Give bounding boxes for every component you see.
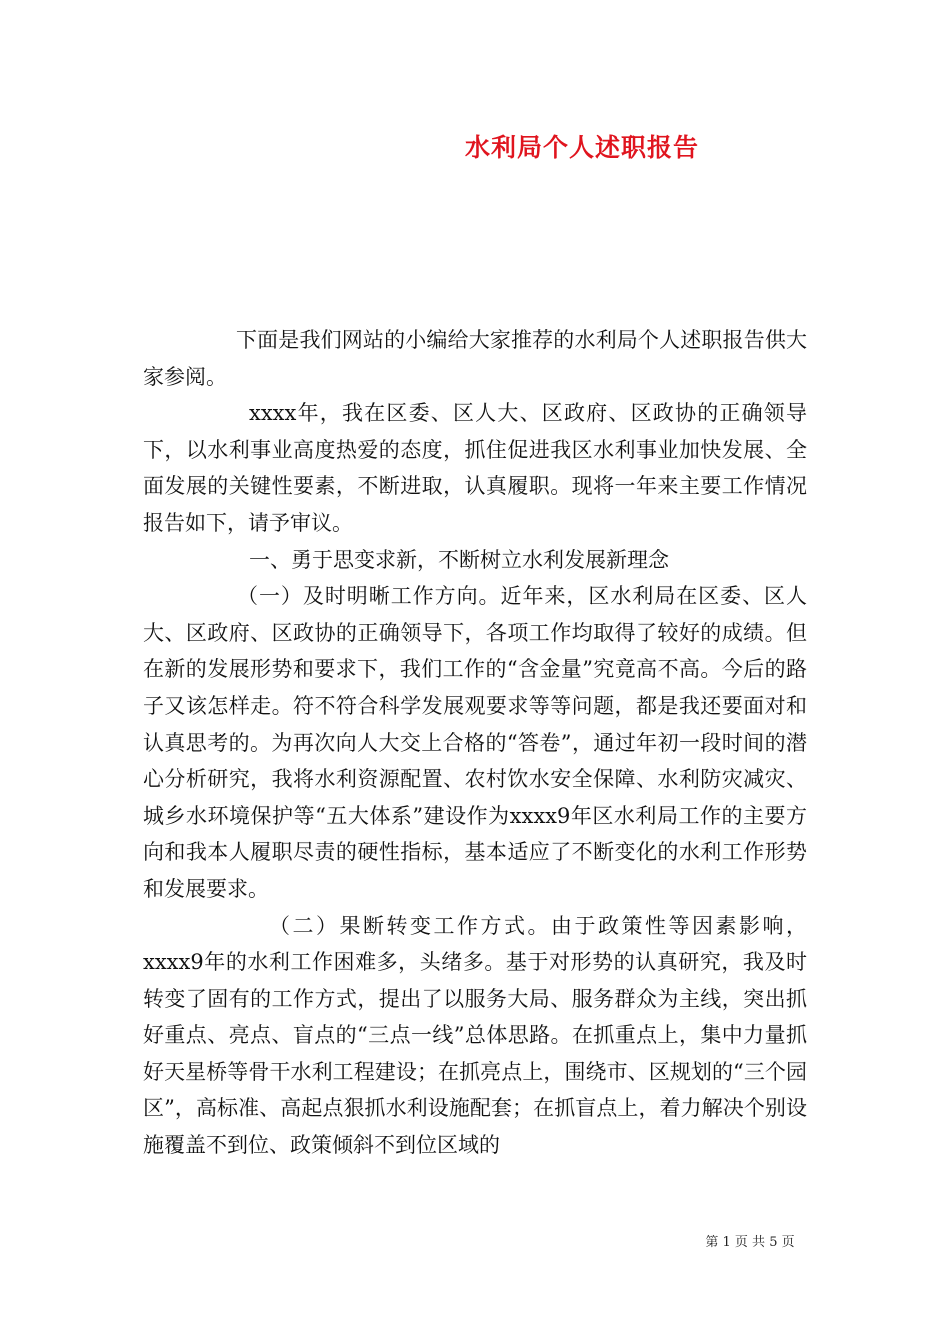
paragraph-intro: 下面是我们网站的小编给大家推荐的水利局个人述职报告供大家参阅。 (143, 328, 807, 389)
document-title: 水利局个人述职报告 (464, 133, 699, 162)
document-body (143, 322, 807, 1164)
page-number: 第 1 页 共 5 页 (705, 1235, 795, 1250)
section-heading: 一、勇于思变求新，不断树立水利发展新理念 (249, 547, 669, 572)
paragraph-annual-summary: xxxx年，我在区委、区人大、区政府、区政协的正确领导下，以水利事业高度热爱的态度，抓住促进我区水利事业加快发展、全面发展的关键性要素，不断进取，认真履职。现将一年来主要工作情况报告如下，请予审议。 (143, 401, 807, 535)
paragraph-work-direction: （一）及时明晰工作方向。近年来，区水利局在区委、区人大、区政府、区政协的正确领导下，各项工作均取得了较好的成绩。但在新的发展形势和要求下，我们工作的“含金量”究竟高不高。今后的路子又该怎样走。符不符合科学发展观要求等等问题，都是我还要面对和认真思考的。为再次向人大交上合格的“答卷”，通过年初一段时间的潜心分析研究，我将水利资源配置、农村饮水安全保障、水利防灾减灾、城乡水环境保护等“五大体系”建设作为xxxx9年区水利局工作的主要方向和我本人履职尽责的硬性指标，基本适应了不断变化的水利工作形势和发展要求。 (143, 584, 807, 901)
paragraph-work-method: （二）果断转变工作方式。由于政策性等因素影响，xxxx9年的水利工作困难多，头绪多。基于对形势的认真研究，我及时转变了固有的工作方式，提出了以服务大局、服务群众为主线，突出抓好重点、亮点、盲点的“三点一线”总体思路。在抓重点上，集中力量抓好天星桥等骨干水利工程建设；在抓亮点上，围绕市、区规划的“三个园区”，高标准、高起点狠抓水利设施配套；在抓盲点上，着力解决个别设施覆盖不到位、政策倾斜不到位区域的 (143, 913, 807, 1158)
